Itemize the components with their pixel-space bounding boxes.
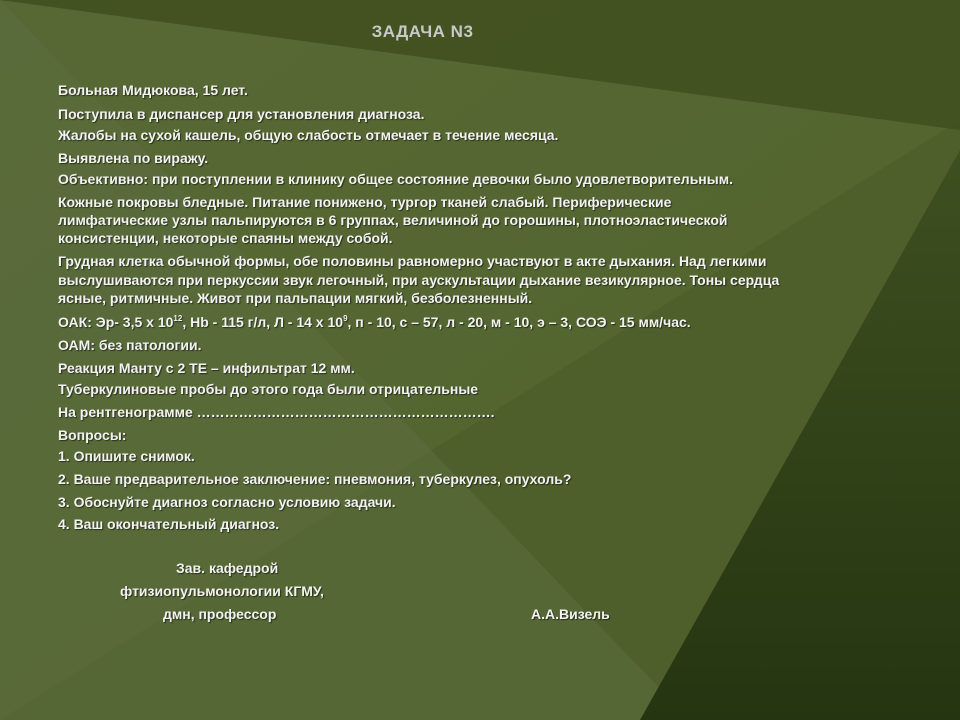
chest-line-2: выслушиваются при перкуссии звук легочный, при аускультации дыхание везикулярное. Тоны сердца [58, 272, 780, 288]
oak-part-2: , Hb - 115 г/л, Л - 14 х 10 [182, 314, 344, 330]
skin-line-3: консистенции, некоторые спаяны между собой. [58, 230, 393, 246]
objective-line: Объективно: при поступлении в клинику общее состояние девочки было удовлетворительным. [58, 171, 733, 187]
detected-line: Выявлена по виражу. [58, 150, 209, 166]
oak-exponent-2: 9 [343, 314, 348, 323]
signature-line-3: дмн, профессор [163, 606, 277, 622]
complaints-line: Жалобы на сухой кашель, общую слабость отмечает в течение месяца. [58, 127, 559, 143]
skin-line-2: лимфатические узлы пальпируются в 6 группах, величиной до горошины, плотноэластической [58, 212, 728, 228]
signature-line-1: Зав. кафедрой [176, 560, 279, 576]
question-4: 4. Ваш окончательный диагноз. [58, 516, 280, 532]
question-1: 1. Опишите снимок. [58, 448, 195, 464]
slide-title: ЗАДАЧА N3 [371, 22, 474, 41]
oak-part-1: ОАК: Эр- 3,5 х 10 [58, 314, 174, 330]
question-3: 3. Обоснуйте диагноз согласно условию задачи. [58, 494, 396, 510]
oak-exponent-1: 12 [173, 314, 183, 323]
chest-line-1: Грудная клетка обычной формы, обе половины равномерно участвуют в акте дыхания. Над легкими [58, 253, 767, 269]
mantoux-line: Реакция Манту с 2 ТЕ – инфильтрат 12 мм. [58, 360, 355, 376]
xray-line: На рентгенограмме ………………………………………………………. [58, 404, 495, 420]
question-2: 2. Ваше предварительное заключение: пневмония, туберкулез, опухоль? [58, 471, 572, 487]
tuberculin-line: Туберкулиновые пробы до этого года были отрицательные [58, 381, 479, 397]
questions-header: Вопросы: [58, 427, 127, 443]
patient-line: Больная Мидюкова, 15 лет. [58, 82, 248, 98]
skin-line-1: Кожные покровы бледные. Питание понижено, тургор тканей слабый. Периферические [58, 194, 672, 210]
oak-part-3: , п - 10, с – 57, л - 20, м - 10, э – 3, СОЭ - 15 мм/час. [347, 314, 691, 330]
signature-name: А.А.Визель [531, 606, 610, 622]
chest-line-3: ясные, ритмичные. Живот при пальпации мягкий, безболезненный. [58, 290, 533, 306]
admission-line: Поступила в диспансер для установления диагноза. [58, 106, 425, 122]
oak-line [58, 314, 691, 330]
signature-line-2: фтизиопульмонологии КГМУ, [120, 583, 324, 599]
oam-line: ОАМ: без патологии. [58, 337, 202, 353]
